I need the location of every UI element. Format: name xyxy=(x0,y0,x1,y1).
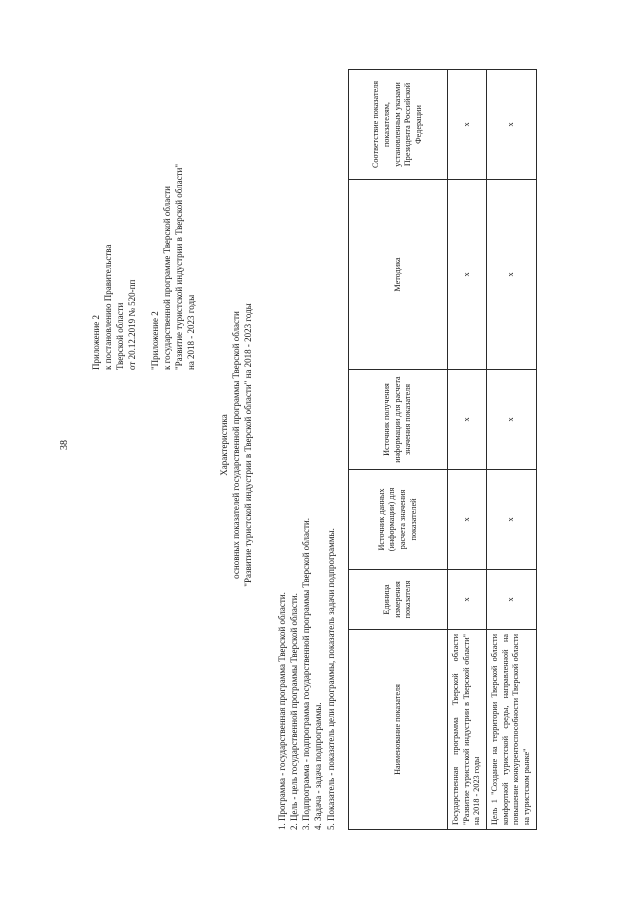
appendix-line: к государственной программе Тверской области xyxy=(161,186,172,370)
table-row xyxy=(486,70,536,830)
indicator-name-cell: Государственная программа Тверской области "Развитие туристской индустрии в Тверской области" на 2018 - 2023 годы xyxy=(448,630,487,830)
appendix-line: от 20.12.2019 № 520-пп xyxy=(127,279,138,370)
table-header-row xyxy=(349,70,448,830)
document-title xyxy=(218,40,254,850)
source-data-cell: х xyxy=(448,470,487,570)
source-info-cell: х xyxy=(486,370,536,470)
appendix-line: к постановлению Правительства xyxy=(103,244,114,370)
rotated-document-page xyxy=(50,40,531,850)
header-cell-compliance: Соответствие показателя показателям, установленным указами Президента Российской Федерации xyxy=(349,70,448,180)
header-cell-name: Наименование показателя xyxy=(349,630,448,830)
definition-item: 4. Задача - задача подпрограммы. xyxy=(313,702,324,830)
method-cell: х xyxy=(448,180,487,370)
unit-cell: х xyxy=(448,570,487,630)
title-line: Характеристика xyxy=(219,414,229,476)
header-cell-source-data: Источник данных (информации) для расчета значения показателей xyxy=(349,470,448,570)
appendix-block xyxy=(90,50,197,370)
table-row xyxy=(448,70,487,830)
appendix-line: "Приложение 2 xyxy=(149,311,160,370)
definition-item: 1. Программа - государственная программа Тверской области. xyxy=(277,592,287,830)
compliance-cell: х xyxy=(486,70,536,180)
method-cell: х xyxy=(486,180,536,370)
header-cell-unit: Единица измерения показателя xyxy=(349,570,448,630)
compliance-cell: х xyxy=(448,70,487,180)
appendix-line: Приложение 2 xyxy=(91,314,101,370)
indicators-table xyxy=(348,69,537,830)
definition-item: 2. Цель - цель государственной программы Тверской области. xyxy=(289,593,300,830)
title-line: "Развитие туристской индустрии в Тверской области" на 2018 - 2023 годы xyxy=(243,303,254,587)
appendix-line: Тверской области xyxy=(115,302,126,370)
unit-cell: х xyxy=(486,570,536,630)
page-number: 38 xyxy=(59,440,70,450)
title-line: основных показателей государственной программы Тверской области xyxy=(231,311,242,579)
definition-item: 5. Показатель - показатель цели программы, показатель задачи подпрограммы. xyxy=(325,528,336,830)
source-info-cell: х xyxy=(448,370,487,470)
appendix-line: на 2018 - 2023 годы xyxy=(185,294,196,370)
definition-item: 3. Подпрограмма - подпрограмма государственной программы Тверской области. xyxy=(301,518,312,830)
source-data-cell: х xyxy=(486,470,536,570)
appendix-line: "Развитие туристской индустрии в Тверской области" xyxy=(173,163,184,370)
definitions-list xyxy=(276,50,337,830)
header-cell-method: Методика xyxy=(349,180,448,370)
header-cell-source-info: Источник получения информации для расчета значения показателя xyxy=(349,370,448,470)
indicator-name-cell: Цель 1 "Создание на территории Тверской области комфортной туристской среды, направленной на повышение конкурентоспособности Тверской области на туристском рынке" xyxy=(486,630,536,830)
